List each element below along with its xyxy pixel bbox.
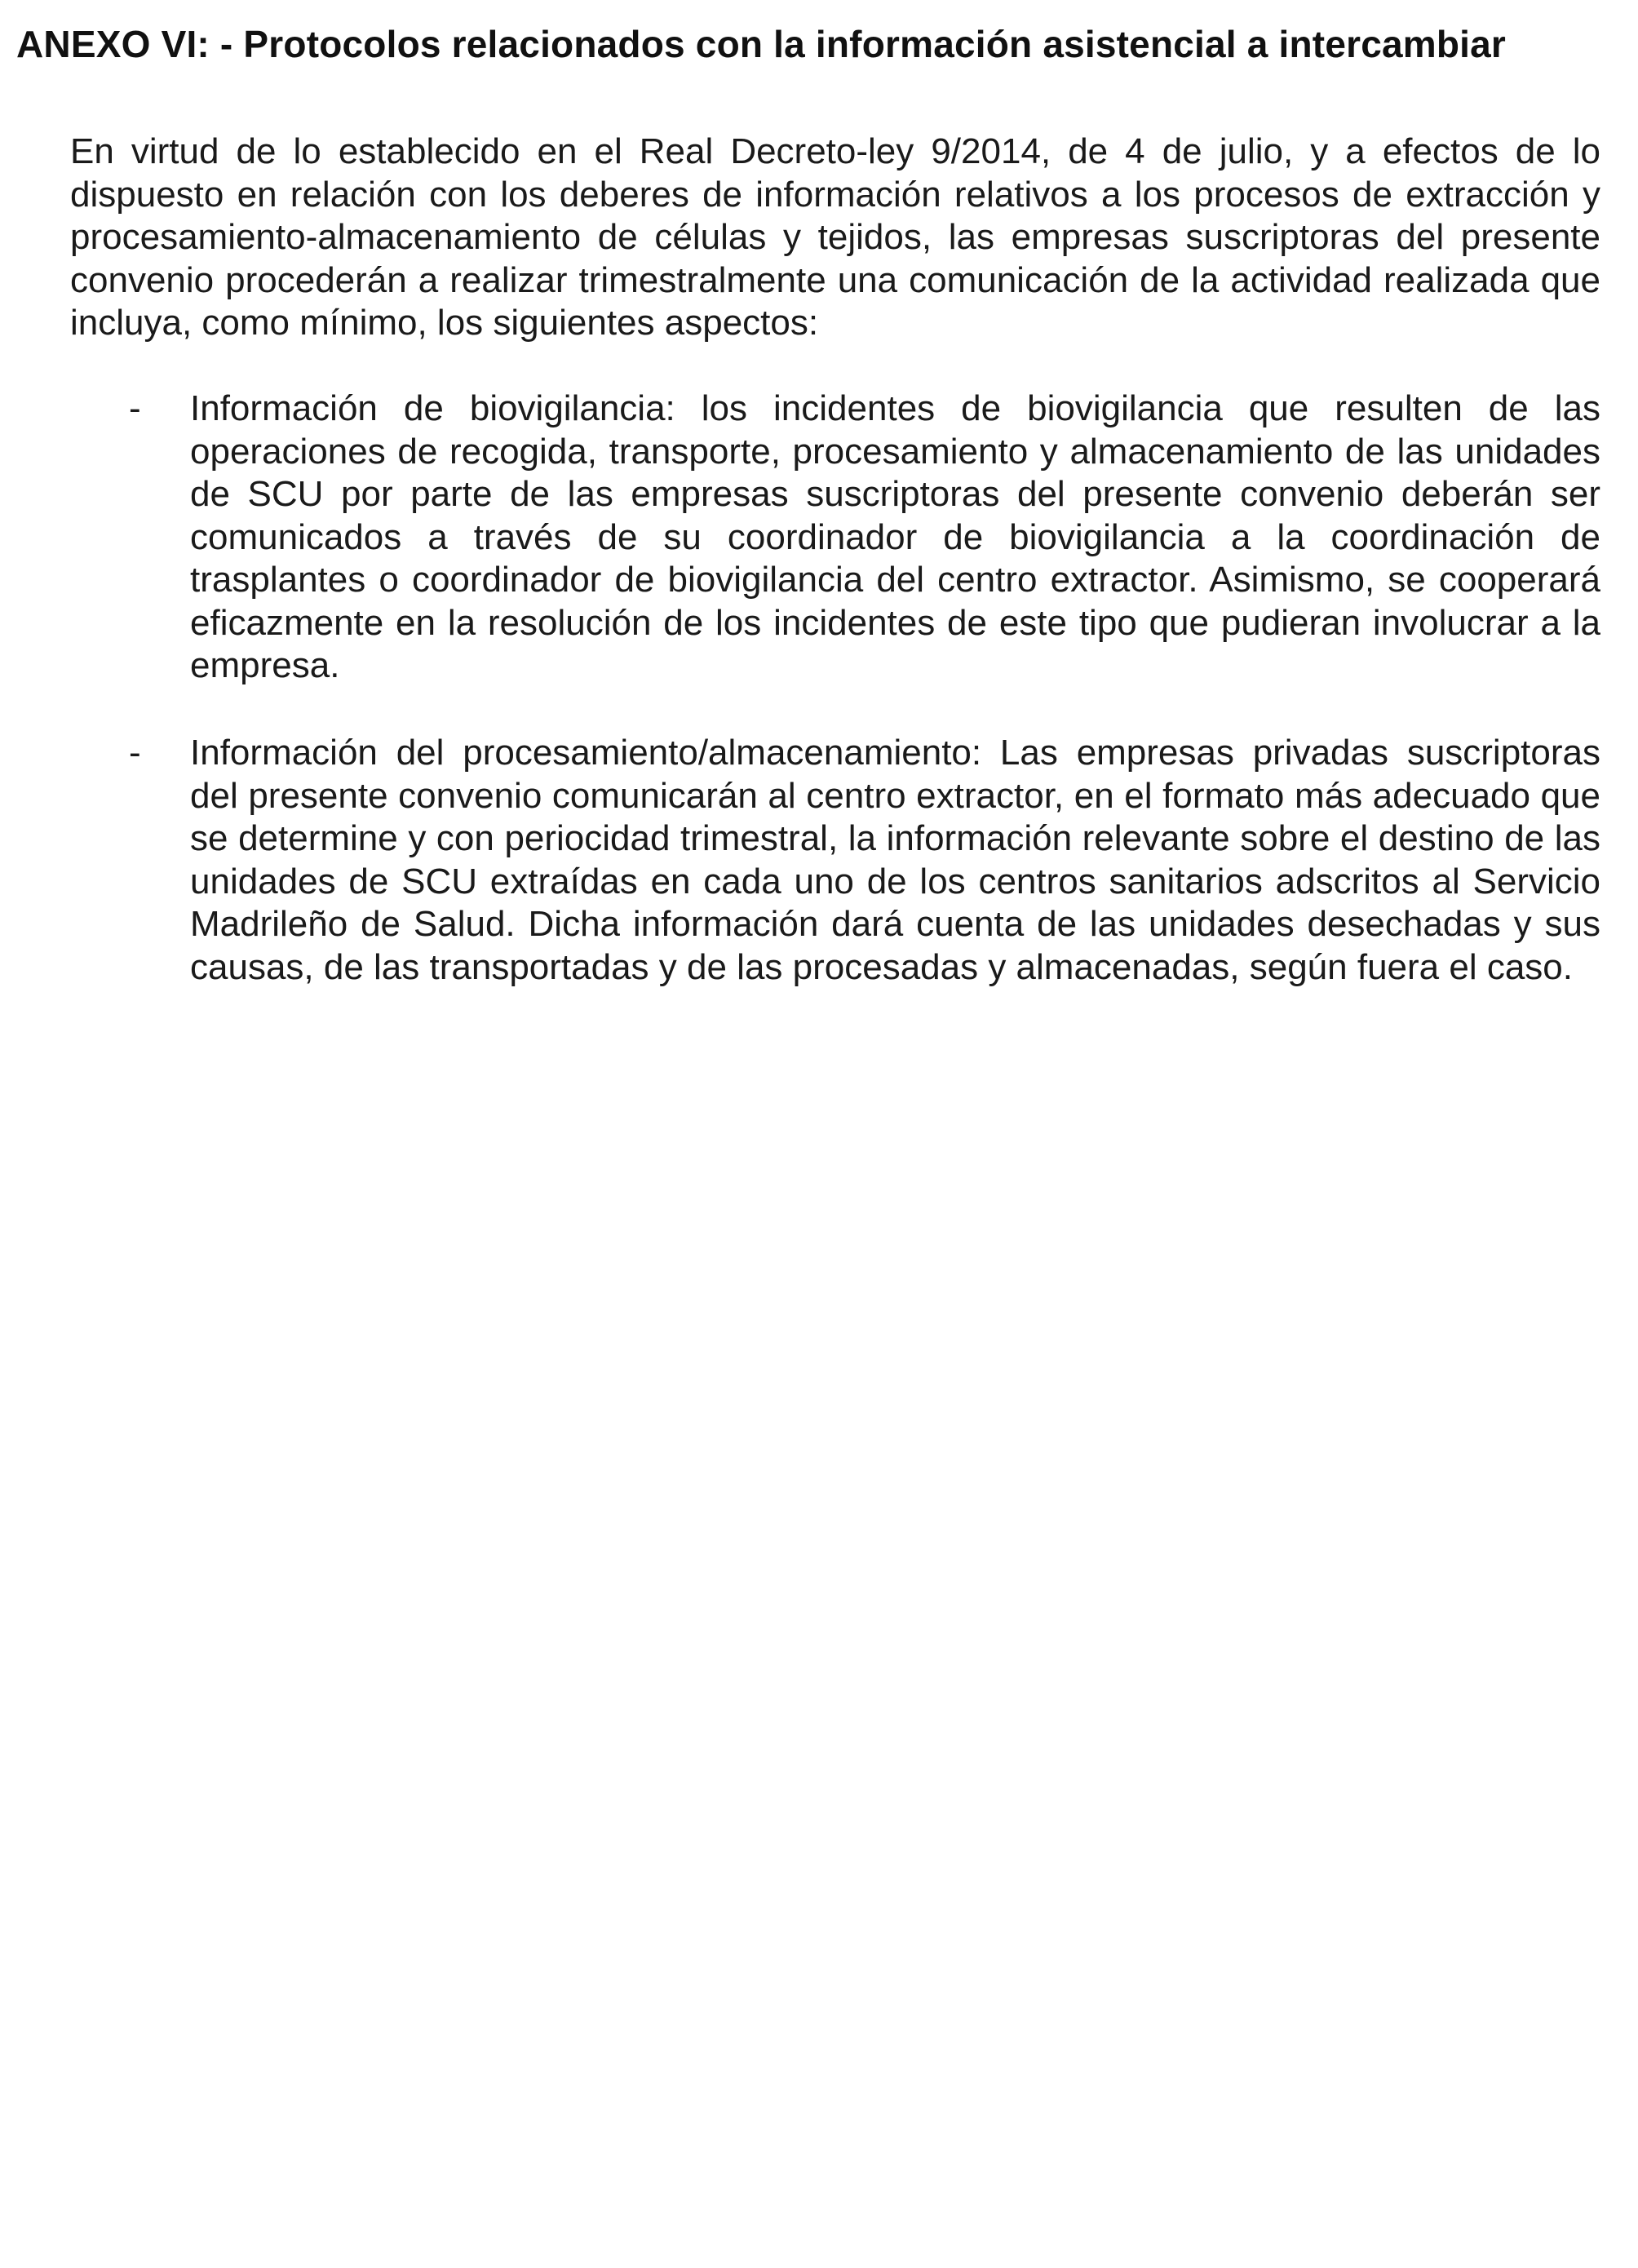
list-bullet: - [129, 388, 141, 428]
list-item-text: Información del procesamiento/almacenamiento: Las empresas privadas suscriptoras del presente convenio comunicarán al centro extractor, en el formato más adecuado que se determine y con periocidad trimestral, la información relevante sobre el destino de las unidades de SCU extraídas en cada uno de los centros sanitarios adscritos al Servicio Madrileño de Salud. Dicha información dará cuenta de las unidades desechadas y sus causas, de las transportadas y de las procesadas y almacenadas, según fuera el caso. [190, 733, 1600, 987]
list-item-text: Información de biovigilancia: los incidentes de biovigilancia que resulten de las operaciones de recogida, transporte, procesamiento y almacenamiento de las unidades de SCU por parte de las empresas suscriptoras del presente convenio deberán ser comunicados a través de su coordinador de biovigilancia a la coordinación de trasplantes o coordinador de biovigilancia del centro extractor. Asimismo, se cooperará eficazmente en la resolución de los incidentes de este tipo que pudieran involucrar a la empresa. [190, 388, 1600, 685]
list-bullet: - [129, 733, 141, 773]
annex-title: ANEXO VI: - Protocolos relacionados con la información asistencial a intercambiar [16, 23, 1507, 65]
intro-paragraph: En virtud de lo establecido en el Real Decreto-ley 9/2014, de 4 de julio, y a efectos de lo dispuesto en relación con los deberes de información relativos a los procesos de extracción y procesamiento-almacenamiento de células y tejidos, las empresas suscriptoras del presente convenio procederán a realizar trimestralmente una comunicación de la actividad realizada que incluya, como mínimo, los siguientes aspectos: [70, 131, 1600, 343]
